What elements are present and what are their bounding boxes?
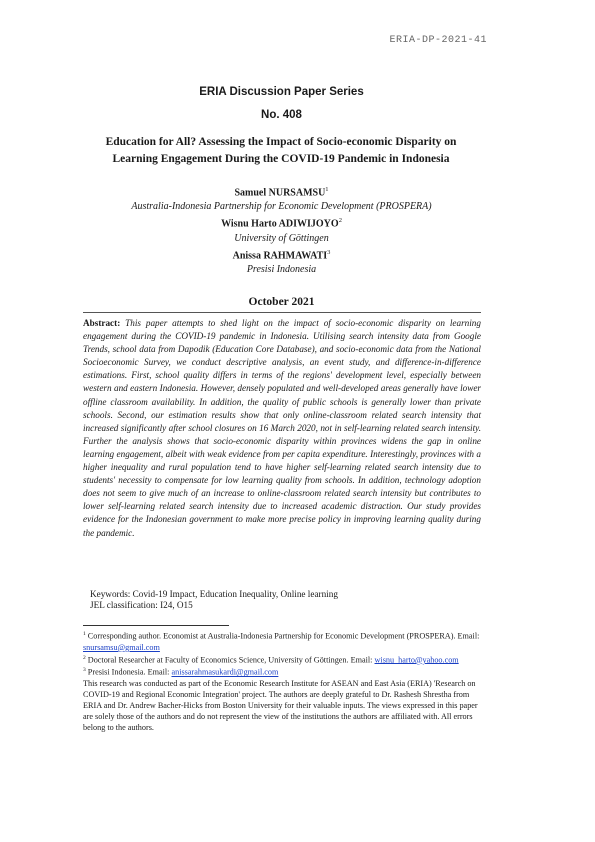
footnote-1 xyxy=(83,629,483,653)
paper-number: No. 408 xyxy=(261,109,302,121)
keywords-block xyxy=(90,589,338,611)
footnote-1-email-link[interactable]: snursamsu@gmail.com xyxy=(83,642,160,652)
author-2-name: Wisnu Harto ADIWIJOYO xyxy=(221,218,339,230)
footnote-2-email-link[interactable]: wisnu_harto@yahoo.com xyxy=(374,655,459,665)
title-line-2: Learning Engagement During the COVID-19 Pandemic in Indonesia xyxy=(112,153,450,165)
abstract-box xyxy=(83,312,481,540)
footnote-2 xyxy=(83,653,483,666)
footnote-1-sup: 1 xyxy=(83,631,86,637)
series-title: ERIA Discussion Paper Series xyxy=(199,86,364,98)
document-id: ERIA-DP-2021-41 xyxy=(389,35,487,46)
author-3-sup: 3 xyxy=(327,248,331,256)
footnote-3 xyxy=(83,665,483,678)
title-line-1: Education for All? Assessing the Impact of Socio-economic Disparity on xyxy=(105,136,457,148)
abstract-text: This paper attempts to shed light on the impact of socio-economic disparity on learning engagement during the COVID-19 pandemic in Indonesia. Utilising search intensity data from Google Trends, school data from Dapodik (Education Core Database), and socio-economic data from the National Socioeconomic Survey, we conduct descriptive analysis, an event study, and difference-in-difference estimations. First, school quality differs in terms of the regions' development level, especially between western and eastern Indonesia. However, densely populated and well-developed areas generally have lower offline classroom availability. In addition, the quality of public schools is generally lower than private schools. Second, our estimation results show that only online-classroom related search intensity that increased significantly after school closures on 16 March 2020, not in self-learning related search intensity. Further the analysis shows that socio-economic disparity within provinces widens the gap in online learning engagement, albeit with weak evidence from per capita expenditure. Interestingly, provinces with a higher inequality and rural population tend to have higher self-learning related search intensity due to students' necessity to compensate for low learning quality from schools. In addition, technology adoption does not seem to give much of an increase to online-classroom related search intensity but contributes to lower self-learning related search intensity due to increased academic distraction. Our study provides evidence for the Indonesian government to make more precise policy in improving learning quality during the pandemic. xyxy=(83,318,481,538)
footnote-divider xyxy=(83,625,229,626)
paper-title xyxy=(93,134,469,168)
footnote-1-text: Corresponding author. Economist at Australia-Indonesia Partnership for Economic Development (PROSPERA). Email: xyxy=(85,631,480,641)
publication-date: October 2021 xyxy=(248,296,315,308)
keywords-line: Keywords: Covid-19 Impact, Education Inequality, Online learning xyxy=(90,589,338,599)
jel-line: JEL classification: I24, O15 xyxy=(90,600,193,610)
footnote-3-text: Presisi Indonesia. Email: xyxy=(85,668,172,678)
author-2-sup: 2 xyxy=(338,217,342,225)
author-1-sup: 1 xyxy=(325,186,329,193)
acknowledgement: This research was conducted as part of the Economic Research Institute for ASEAN and East Asia (ERIA) 'Research on COVID-19 and Regional Economic Integration' project. The authors are deeply grateful to Dr. Rashesh Shrestha from ERIA and Dr. Andrew Bacher-Hicks from Boston University for their valuable inputs. The views expressed in this paper are solely those of the authors and do not represent the view of the institutions the authors are affiliated with. All errors belong to the authors. xyxy=(83,679,478,733)
author-1 xyxy=(0,183,563,200)
footnote-3-sup: 3 xyxy=(83,667,86,674)
author-block xyxy=(0,183,563,277)
author-3 xyxy=(0,246,563,263)
footnote-3-email-link[interactable]: anissarahmasukardi@gmail.com xyxy=(171,668,279,678)
author-2-affiliation: University of Göttingen xyxy=(234,232,329,244)
author-1-name: Samuel NURSAMSU xyxy=(234,187,326,199)
abstract-label: Abstract: xyxy=(83,318,121,328)
abstract xyxy=(83,317,481,540)
footnote-2-text: Doctoral Researcher at Faculty of Economics Science, University of Göttingen. Email: xyxy=(85,655,375,665)
author-2 xyxy=(0,214,563,231)
footnote-2-sup: 2 xyxy=(83,654,86,661)
footnotes xyxy=(83,629,483,733)
author-3-affiliation: Presisi Indonesia xyxy=(246,263,317,275)
author-1-affiliation: Australia-Indonesia Partnership for Economic Development (PROSPERA) xyxy=(131,201,432,213)
author-3-name: Anissa RAHMAWATI xyxy=(232,249,328,261)
